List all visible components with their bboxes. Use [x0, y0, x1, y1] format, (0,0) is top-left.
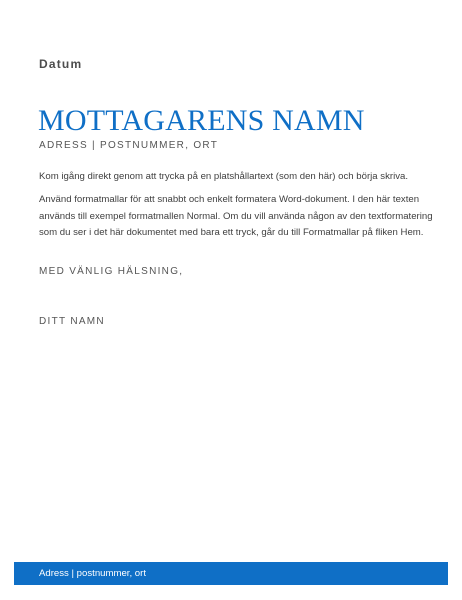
recipient-address[interactable]: ADRESS | POSTNUMMER, ORT	[39, 140, 219, 151]
closing-salutation[interactable]: MED VÄNLIG HÄLSNING,	[39, 266, 184, 277]
footer-address[interactable]: Adress | postnummer, ort	[39, 568, 146, 579]
date-field[interactable]: Datum	[39, 57, 83, 71]
sender-name[interactable]: DITT NAMN	[39, 316, 105, 327]
footer-bar	[14, 562, 448, 585]
body-paragraph-1[interactable]: Kom igång direkt genom att trycka på en platshållartext (som den här) och börja skriva.	[39, 171, 409, 182]
body-paragraph-2[interactable]: Använd formatmallar för att snabbt och enkelt formatera Word-dokument. I den här texten används till exempel formatmallen Normal. Om du vill använda någon av den textformatering som du ser i det här dokumentet med bara ett tryck, går du till Formatmallar på fliken Hem.	[39, 194, 433, 238]
recipient-name[interactable]: MOTTAGARENS NAMN	[38, 104, 365, 137]
